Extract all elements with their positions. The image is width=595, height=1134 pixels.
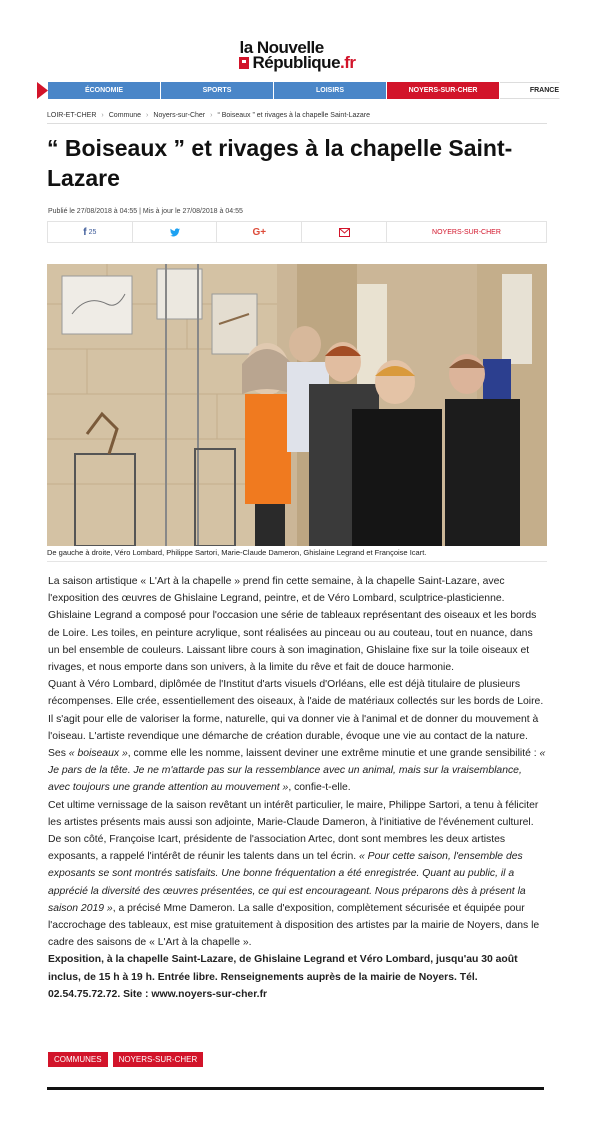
divider — [47, 561, 547, 562]
main-nav — [37, 82, 560, 99]
footer-divider — [47, 1087, 544, 1090]
logo-suffix: .fr — [340, 53, 356, 72]
italic-quote: « boiseaux » — [68, 748, 128, 760]
nav-flag-icon — [37, 82, 48, 99]
facebook-share-button[interactable] — [47, 222, 133, 242]
twitter-share-button[interactable] — [133, 222, 218, 242]
breadcrumb-item-department[interactable]: LOIR-ET-CHER — [47, 112, 97, 119]
facebook-share-count: 25 — [88, 228, 97, 236]
logo-mark-icon — [239, 57, 249, 69]
chevron-right-icon: › — [210, 112, 213, 119]
google-plus-share-button[interactable] — [217, 222, 302, 242]
nav-item-loisirs[interactable]: LOISIRS — [274, 82, 387, 99]
divider — [47, 123, 547, 124]
nav-item-economie[interactable]: ÉCONOMIE — [48, 82, 161, 99]
twitter-icon — [170, 228, 180, 237]
tag-communes[interactable]: COMMUNES — [48, 1052, 108, 1067]
email-share-button[interactable] — [302, 222, 387, 242]
article-tags — [48, 1052, 203, 1067]
paragraph-bold: Exposition, à la chapelle Saint-Lazare, de Ghislaine Legrand et Véro Lombard, jusqu'au 30 août inclus, de 15 h à 19 h. Entrée libre. Renseignements auprès de la mairie de Noyers. Tél. 02.54.75.72.72. Site : www.noyers-sur-cher.fr — [48, 954, 518, 1000]
publication-date: Publié le 27/08/2018 à 04:55 | Mis à jour le 27/08/2018 à 04:55 — [48, 208, 243, 215]
tag-noyers-sur-cher[interactable]: NOYERS-SUR-CHER — [113, 1052, 204, 1067]
exhibition-photo — [47, 264, 547, 546]
logo-line-1: la Nouvelle — [239, 38, 324, 57]
article-body — [48, 573, 546, 1003]
article-title: “ Boiseaux ” et rivages à la chapelle Saint-Lazare — [47, 135, 513, 191]
logo-line-2: République — [252, 53, 341, 72]
site-logo[interactable] — [0, 40, 595, 74]
italic-quote: « Je pars de la tête. Je ne m'attarde pas sur la ressemblance avec un animal, mais sur la vraisemblance, avec toujours une grande attention au mouvement » — [48, 748, 546, 794]
chevron-right-icon: › — [101, 112, 104, 119]
nav-item-sports[interactable]: SPORTS — [161, 82, 274, 99]
paragraph: Cet ultime vernissage de la saison revêtant un intérêt particulier, le maire, Philippe Sartori, a tenu à féliciter les artistes présents mais aussi son adjointe, Marie-Claude Dameron, à l'initiative de l'événement culturel. De son côté, Françoise Icart, présidente de l'association Artec, dont sont membres les deux artistes exposants, a rappelé l'intérêt de réunir les talents dans un tel écrin. « Pour cette saison, l'ensemble des exposants se sont montrés satisfaits. Une bonne fréquentation a été enregistrée. Quant au public, il a apprécié la diversité des œuvres présentées, ce qui est encourageant. Nous préparons dès à présent la saison 2019 », a précisé Mme Dameron. La salle d'exposition, complètement sécurisée et équipée pour l'accrochage des tableaux, est mise gratuitement à disposition des artistes par la mairie de Noyers, dans le cadre des saisons de « L'Art à la chapelle ». — [48, 799, 540, 949]
mail-icon — [339, 228, 350, 237]
share-bar — [47, 221, 547, 243]
facebook-icon: f — [83, 226, 87, 238]
google-plus-icon: G+ — [252, 226, 267, 238]
paragraph: La saison artistique « L'Art à la chapelle » prend fin cette semaine, à la chapelle Saint-Lazare, avec l'exposition des œuvres de Ghislaine Legrand, peintre, et de Véro Lombard, sculptrice-plasticienne. Ghislaine Legrand a composé pour l'occasion une série de tableaux représentant des oiseaux et les bords de Loire. Les toiles, en peinture acrylique, sont réalisées au pinceau ou au couteau, tout en nuance, dans un bel ensemble de couleurs. Laissant libre cours à son imagination, Ghislaine fixe sur la toile oiseaux et rivages, et nous emporte dans son univers, à la limite du rêve et fait de douce harmonie. — [48, 576, 537, 674]
breadcrumb — [47, 112, 370, 119]
breadcrumb-item-town[interactable]: Noyers-sur-Cher — [153, 112, 206, 119]
italic-quote: « Pour cette saison, l'ensemble des exposants se sont montrés satisfaits. Une bonne fréquentation a été enregistrée. Quant au public, il a apprécié la diversité des œuvres présentées, ce qui est encourageant. Nous préparons dès à présent la saison 2019 » — [48, 851, 526, 914]
chevron-right-icon: › — [146, 112, 149, 119]
breadcrumb-item-current: “ Boiseaux ” et rivages à la chapelle Saint-Lazare — [217, 112, 370, 119]
article-photo — [47, 264, 547, 546]
nav-item-france[interactable]: FRANCE — [500, 82, 560, 99]
photo-caption: De gauche à droite, Véro Lombard, Philippe Sartori, Marie-Claude Dameron, Ghislaine Legrand et Françoise Icart. — [47, 548, 427, 557]
nav-item-noyers-sur-cher[interactable]: NOYERS-SUR-CHER — [387, 82, 500, 99]
share-bar-tag[interactable]: NOYERS-SUR-CHER — [387, 222, 547, 242]
paragraph: Quant à Véro Lombard, diplômée de l'Institut d'arts visuels d'Orléans, elle est déjà titulaire de plusieurs récompenses. Elle crée, essentiellement des oiseaux, à l'aide de matériaux collectés sur les bords de Loire. Il s'agit pour elle de valoriser la forme, naturelle, qui va donner vie à l'animal et de donner du mouvement à l'oiseau. L'artiste revendique une démarche de création durable, évoque une vie au contact de la nature. Ses « boiseaux », comme elle les nomme, laissent deviner une extrême minutie et une grande sensibilité : « Je pars de la tête. Je ne m'attarde pas sur la ressemblance avec un animal, mais sur la vraisemblance, avec toujours une grande attention au mouvement », confie-t-elle. — [48, 679, 546, 794]
breadcrumb-item-commune[interactable]: Commune — [108, 112, 142, 119]
